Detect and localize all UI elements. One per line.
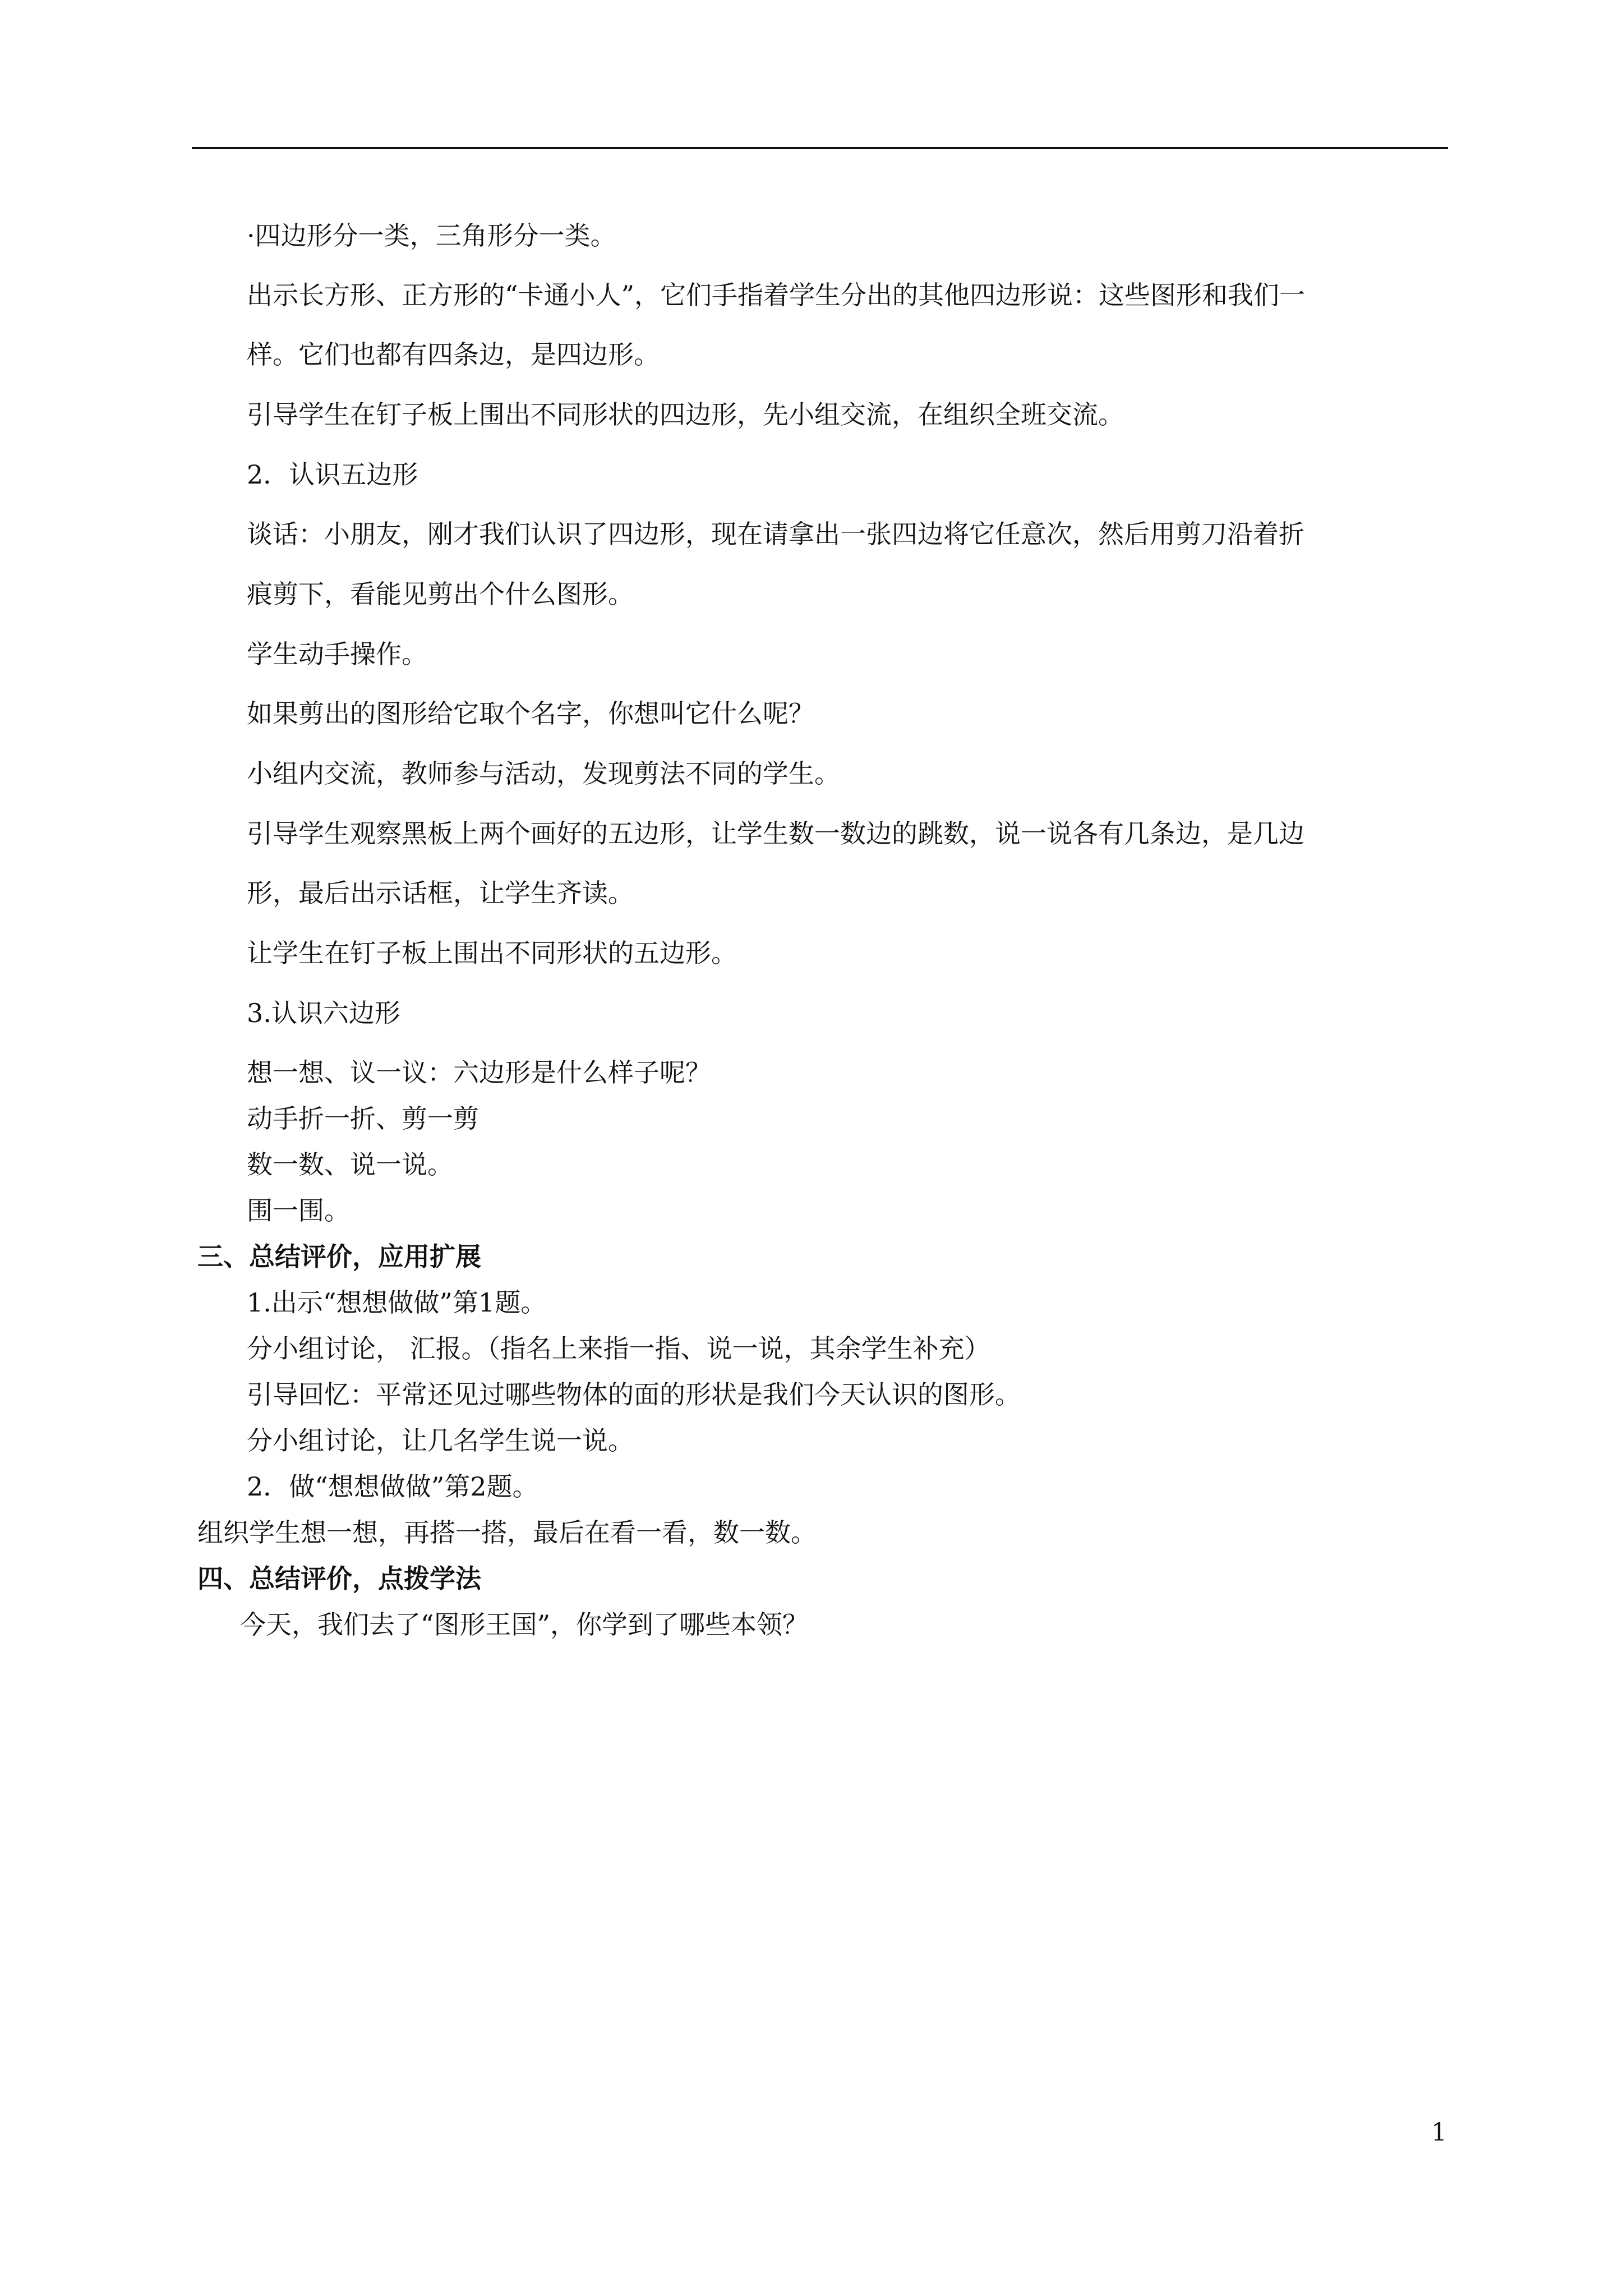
text-line: 谈话：小朋友，刚才我们认识了四边形，现在请拿出一张四边将它任意次，然后用剪刀沿着折 (247, 519, 1304, 549)
text-line: 2．做“想想做做”第2题。 (247, 1471, 538, 1502)
text-line: 组织学生想一想，再搭一搭，最后在看一看，数一数。 (197, 1517, 817, 1548)
text-line: 分小组讨论，让几名学生说一说。 (247, 1425, 634, 1456)
header-rule (192, 147, 1448, 149)
text-line: 3.认识六边形 (247, 998, 400, 1028)
text-line: 形，最后出示话框，让学生齐读。 (247, 878, 634, 908)
section-heading: 四、总结评价，点拨学法 (197, 1563, 481, 1594)
text-line: 今天，我们去了“图形王国”，你学到了哪些本领？ (240, 1609, 809, 1640)
text-line: ·四边形分一类，三角形分一类。 (247, 220, 616, 251)
text-line: 小组内交流，教师参与活动，发现剪法不同的学生。 (247, 758, 840, 789)
text-line: 分小组讨论， 汇报。（指名上来指一指、说一说，其余学生补充） (247, 1333, 990, 1364)
text-line: 数一数、说一说。 (247, 1149, 453, 1180)
text-line: 引导学生在钉子板上围出不同形状的四边形，先小组交流，在组织全班交流。 (247, 399, 1124, 430)
section-heading: 三、总结评价，应用扩展 (197, 1241, 481, 1272)
text-line: 引导学生观察黑板上两个画好的五边形，让学生数一数边的跳数，说一说各有几条边，是几边 (247, 818, 1304, 849)
text-line: 出示长方形、正方形的“卡通小人”，它们手指着学生分出的其他四边形说：这些图形和我们一 (247, 280, 1306, 310)
text-line: 想一想、议一议：六边形是什么样子呢？ (247, 1057, 711, 1088)
text-line: 引导回忆：平常还见过哪些物体的面的形状是我们今天认识的图形。 (247, 1379, 1021, 1410)
text-line: 2．认识五边形 (247, 459, 418, 490)
text-line: 样。它们也都有四条边，是四边形。 (247, 339, 660, 370)
page-number: 1 (1431, 2118, 1447, 2147)
text-line: 动手折一折、剪一剪 (247, 1103, 479, 1134)
text-line: 1.出示“想想做做”第1题。 (247, 1287, 547, 1318)
text-line: 痕剪下，看能见剪出个什么图形。 (247, 579, 634, 609)
text-line: 让学生在钉子板上围出不同形状的五边形。 (247, 938, 737, 968)
text-line: 围一围。 (247, 1195, 350, 1226)
text-line: 学生动手操作。 (247, 639, 427, 669)
text-line: 如果剪出的图形给它取个名字，你想叫它什么呢？ (247, 698, 814, 729)
